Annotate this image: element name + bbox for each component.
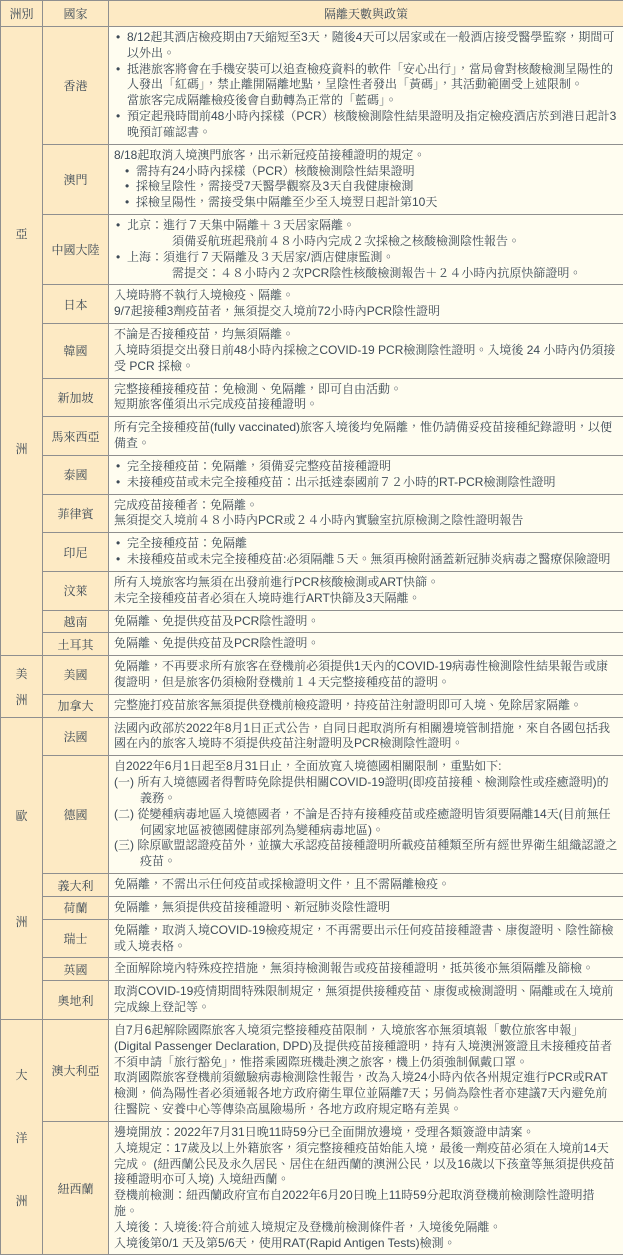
continent-cell — [1, 27, 43, 656]
continent-label — [1, 718, 42, 1019]
policy-line: 未完全接種疫苗者必須在入境時進行ART快篩及3天隔離。 — [114, 591, 618, 607]
table-row — [1, 694, 623, 717]
country-cell: 法國 — [43, 717, 109, 756]
continent-char: 洲 — [15, 1192, 27, 1209]
policy-line: 8/18起取消入境澳門旅客，出示新冠疫苗接種證明的規定。 — [114, 148, 618, 164]
continent-cell — [1, 717, 43, 1019]
table-row — [1, 919, 623, 958]
policy-line: • 上海：須進行７天隔離及３天居家/酒店健康監測。 — [114, 250, 618, 266]
policy-cell — [109, 756, 623, 874]
policy-cell — [109, 919, 623, 958]
continent-char: 洲 — [15, 913, 27, 930]
policy-line: • 預定起飛時間前48小時內採樣（PCR）核酸檢測陰性結果證明及指定檢疫酒店於到港日起計3晚預訂確認書。 — [114, 109, 618, 141]
table-row — [1, 215, 623, 285]
policy-line: 免隔離，無須提供疫苗接種證明、新冠肺炎陰性證明 — [114, 900, 618, 916]
policy-cell — [109, 27, 623, 145]
country-cell: 汶萊 — [43, 571, 109, 610]
country-cell: 日本 — [43, 285, 109, 324]
policy-line: • 完全接種疫苗：免隔離 — [114, 536, 618, 552]
policy-line: 自2022年6月1日起至8月31日止，全面放寬入境德國相關限制，重點如下: — [114, 759, 618, 775]
table-row — [1, 455, 623, 494]
country-cell: 印尼 — [43, 533, 109, 572]
country-cell: 韓國 — [43, 324, 109, 378]
policy-line: • 未接種疫苗或未完全接種疫苗：出示抵達泰國前７２小時的RT-PCR檢測陰性證明 — [114, 475, 618, 491]
table-row — [1, 324, 623, 378]
policy-line: 9/7起接種3劑疫苗者，無須提交入境前72小時內PCR陰性證明 — [114, 304, 618, 320]
policy-cell — [109, 656, 623, 695]
policy-line: 所有完全接種疫苗(fully vaccinated)旅客入境後均免隔離，惟仍請備妥疫苗接種紀錄證明，以便備查。 — [114, 420, 618, 452]
policy-cell — [109, 633, 623, 656]
policy-line: • 未接種疫苗或未完全接種疫苗:必須隔離５天。無須再檢附涵蓋新冠肺炎病毒之醫療保險證明 — [114, 552, 618, 568]
table-row — [1, 144, 623, 214]
policy-cell — [109, 958, 623, 981]
policy-line: 入境後：入境後:符合前述入境規定及登機前檢測條件者，入境後免隔離。 — [114, 1220, 618, 1236]
policy-line: 邊境開放：2022年7月31日晚11時59分已全面開放邊境，受理各類簽證申請案。 — [114, 1125, 618, 1141]
policy-line: • 8/12起其酒店檢疫期由7天縮短至3天，隨後4天可以居家或在一般酒店接受醫學監察，期間可以外出。 — [114, 30, 618, 62]
table-row — [1, 285, 623, 324]
country-cell: 越南 — [43, 610, 109, 633]
policy-line: 登機前檢測：紐西蘭政府宣布自2022年6月20日晚上11時59分起取消登機前檢測陰性證明措施。 — [114, 1188, 618, 1220]
policy-cell — [109, 144, 623, 214]
table-row — [1, 610, 623, 633]
country-cell: 荷蘭 — [43, 896, 109, 919]
policy-table-body — [1, 27, 623, 1255]
policy-line: 入境規定：17歲及以上外籍旅客，須完整接種疫苗始能入境，最後一劑疫苗必須在入境前14天完成。 (紐西蘭公民及永久居民、居住在紐西蘭的澳洲公民，以及16歲以下孩童等無須提供疫苗接種證明亦可入境) 入境紐西蘭。 — [114, 1141, 618, 1188]
country-cell: 新加坡 — [43, 378, 109, 417]
policy-line: 免隔離，不需出示任何疫苗或採檢證明文件，且不需隔離檢疫。 — [114, 877, 618, 893]
country-cell: 義大利 — [43, 874, 109, 897]
country-cell: 馬來西亞 — [43, 417, 109, 456]
policy-line: • 採檢呈陽性，需接受集中隔離至少至入境翌日起計第10天 — [123, 195, 618, 211]
header-row — [1, 1, 623, 27]
continent-char: 美 — [15, 665, 27, 682]
country-cell: 美國 — [43, 656, 109, 695]
country-cell: 澳門 — [43, 144, 109, 214]
table-row — [1, 958, 623, 981]
policy-line: • 採檢呈陰性，需接受7天醫學觀察及3天自我健康檢測 — [123, 179, 618, 195]
table-row — [1, 1121, 623, 1255]
continent-char: 大 — [15, 1066, 27, 1083]
table-row — [1, 494, 623, 533]
policy-line: 取消COVID-19疫情期間特殊限制規定，無須提供接種疫苗、康復或檢測證明、隔離或在入境前完成線上登記等。 — [114, 984, 618, 1016]
table-row — [1, 656, 623, 695]
policy-cell — [109, 896, 623, 919]
policy-line: 所有入境旅客均無須在出發前進行PCR核酸檢測或ART快篩。 — [114, 575, 618, 591]
policy-line: 不論是否接種疫苗，均無須隔離。 — [114, 327, 618, 343]
continent-char: 亞 — [15, 225, 27, 242]
country-cell: 紐西蘭 — [43, 1121, 109, 1255]
country-cell: 瑞士 — [43, 919, 109, 958]
col-header-policy: 隔離天數與政策 — [109, 1, 623, 27]
policy-line: • 北京：進行７天集中隔離＋３天居家隔離。 — [114, 218, 618, 234]
policy-cell — [109, 378, 623, 417]
policy-line: 入境後第0/1 天及第5/6天，使用RAT(Rapid Antigen Tests)檢測。 — [114, 1236, 618, 1252]
policy-cell — [109, 717, 623, 756]
country-cell: 加拿大 — [43, 694, 109, 717]
table-row — [1, 981, 623, 1020]
policy-line: (二) 從變種病毒地區入境德國者，不論是否持有接種疫苗或痊癒證明皆須要隔離14天(目前無任何國家地區被德國健康部列為變種病毒地區)。 — [114, 807, 618, 839]
policy-cell — [109, 1019, 623, 1121]
continent-char: 歐 — [15, 807, 27, 824]
col-header-continent: 洲別 — [1, 1, 43, 27]
table-row — [1, 417, 623, 456]
policy-line: • 需持有24小時內採樣（PCR）核酸檢測陰性結果證明 — [123, 164, 618, 180]
continent-label — [1, 1020, 42, 1255]
continent-label — [1, 656, 42, 716]
policy-line: 全面解除境內特殊疫控措施，無須持檢測報告或疫苗接種證明，抵英後亦無須隔離及篩檢。 — [114, 961, 618, 977]
continent-char: 洋 — [15, 1129, 27, 1146]
continent-char: 洲 — [15, 440, 27, 457]
policy-cell — [109, 455, 623, 494]
policy-line: • 完全接種疫苗：免隔離，須備妥完整疫苗接種證明 — [114, 459, 618, 475]
policy-cell — [109, 610, 623, 633]
table-row — [1, 571, 623, 610]
continent-cell — [1, 656, 43, 717]
policy-line: 完整施打疫苗旅客無須提供登機前檢疫證明，持疫苗注射證明即可入境、免除居家隔離。 — [114, 698, 618, 714]
policy-cell — [109, 494, 623, 533]
policy-line: (三) 除原歐盟認證疫苗外，並擴大承認疫苗接種證明所載疫苗種類至所有經世界衛生組織認證之疫苗。 — [114, 838, 618, 870]
policy-cell — [109, 215, 623, 285]
policy-line: 完成疫苗接種者：免隔離。 — [114, 498, 618, 514]
policy-line: 入境時將不執行入境檢疫、隔離。 — [114, 288, 618, 304]
policy-line: 需提交：４８小時內２次PCR陰性核酸檢測報告＋２４小時內抗原快篩證明。 — [114, 266, 618, 282]
table-row — [1, 1019, 623, 1121]
table-row — [1, 717, 623, 756]
policy-line: 自7月6起解除國際旅客入境須完整接種疫苗限制，入境旅客亦無須填報「數位旅客申報」(Digital Passenger Declaration, DPD)及提供疫苗接種證明，持有入境澳洲簽證且未接種疫苗者不須申請「旅行豁免」，惟搭乘國際班機赴澳之旅客，機上仍須強制佩戴口罩。 — [114, 1023, 618, 1070]
table-row — [1, 756, 623, 874]
country-cell: 德國 — [43, 756, 109, 874]
policy-line: 須備妥航班起飛前４８小時內完成２次採檢之核酸檢測陰性報告。 — [114, 234, 618, 250]
country-cell: 菲律賓 — [43, 494, 109, 533]
policy-cell — [109, 571, 623, 610]
policy-cell — [109, 874, 623, 897]
table-row — [1, 533, 623, 572]
table-row — [1, 27, 623, 145]
policy-line: 入境時須提交出發日前48小時內採檢之COVID-19 PCR檢測陰性證明。入境後 24 小時內仍須接受 PCR 採檢。 — [114, 343, 618, 375]
table-row — [1, 896, 623, 919]
country-cell: 土耳其 — [43, 633, 109, 656]
policy-cell — [109, 324, 623, 378]
policy-line: 完整接種接種疫苗：免檢測、免隔離，即可自由活動。 — [114, 382, 618, 398]
table-row — [1, 378, 623, 417]
policy-line: 當旅客完成隔離檢疫後會自動轉為正常的「藍碼」。 — [114, 93, 618, 109]
policy-line: 免隔離，不再要求所有旅客在登機前必須提供1天內的COVID-19病毒性檢測陰性結果報告或康復證明，但是旅客仍須檢附登機前１４天完整接種疫苗的證明。 — [114, 659, 618, 691]
policy-line: 短期旅客僅須出示完成疫苗接種證明。 — [114, 397, 618, 413]
policy-line: 免隔離、免提供疫苗及PCR陰性證明。 — [114, 636, 618, 652]
policy-cell — [109, 533, 623, 572]
policy-line: 取消國際旅客登機前須繳驗病毒檢測陰性報告，改為入境24小時內依各州規定進行PCR或RAT檢測，倘為陽性者必須通報各地方政府衛生單位並隔離7天；另倘為陰性者亦建議7天內避免前往醫院、安養中心等傳染高風險場所，各地方政府規定略有差異。 — [114, 1070, 618, 1117]
policy-line: 免隔離，取消入境COVID-19檢疫規定，不再需要出示任何疫苗接種證書、康復證明、陰性篩檢或入境表格。 — [114, 923, 618, 955]
policy-line: 無須提交入境前４８小時內PCR或２４小時內實驗室抗原檢測之陰性證明報告 — [114, 513, 618, 529]
country-cell: 泰國 — [43, 455, 109, 494]
policy-cell — [109, 981, 623, 1020]
country-cell: 香港 — [43, 27, 109, 145]
policy-line: • 抵港旅客將會在手機安裝可以追查檢疫資料的軟件「安心出行」，當局會對核酸檢測呈陽性的人發出「紅碼」，禁止離開隔離地點，呈陰性者發出「黃碼」，其活動範圍受上述限制。 — [114, 62, 618, 94]
country-cell: 奧地利 — [43, 981, 109, 1020]
continent-char: 洲 — [15, 691, 27, 708]
policy-cell — [109, 1121, 623, 1255]
policy-line: (一) 所有入境德國者得暫時免除提供相關COVID-19證明(即疫苗接種、檢測陰性或痊癒證明)的義務。 — [114, 775, 618, 807]
country-cell: 中國大陸 — [43, 215, 109, 285]
country-cell: 澳大利亞 — [43, 1019, 109, 1121]
policy-cell — [109, 285, 623, 324]
continent-label — [1, 27, 42, 655]
policy-cell — [109, 694, 623, 717]
policy-line: 免隔離、免提供疫苗及PCR陰性證明。 — [114, 614, 618, 630]
policy-cell — [109, 417, 623, 456]
table-row — [1, 874, 623, 897]
policy-line: 法國內政部於2022年8月1日正式公告，自同日起取消所有相關邊境管制措施，來自各國包括我國在內的旅客入境時不須提供疫苗注射證明及PCR檢測陰性證明。 — [114, 721, 618, 753]
col-header-country: 國家 — [43, 1, 109, 27]
table-row — [1, 633, 623, 656]
country-cell: 英國 — [43, 958, 109, 981]
continent-cell — [1, 1019, 43, 1255]
